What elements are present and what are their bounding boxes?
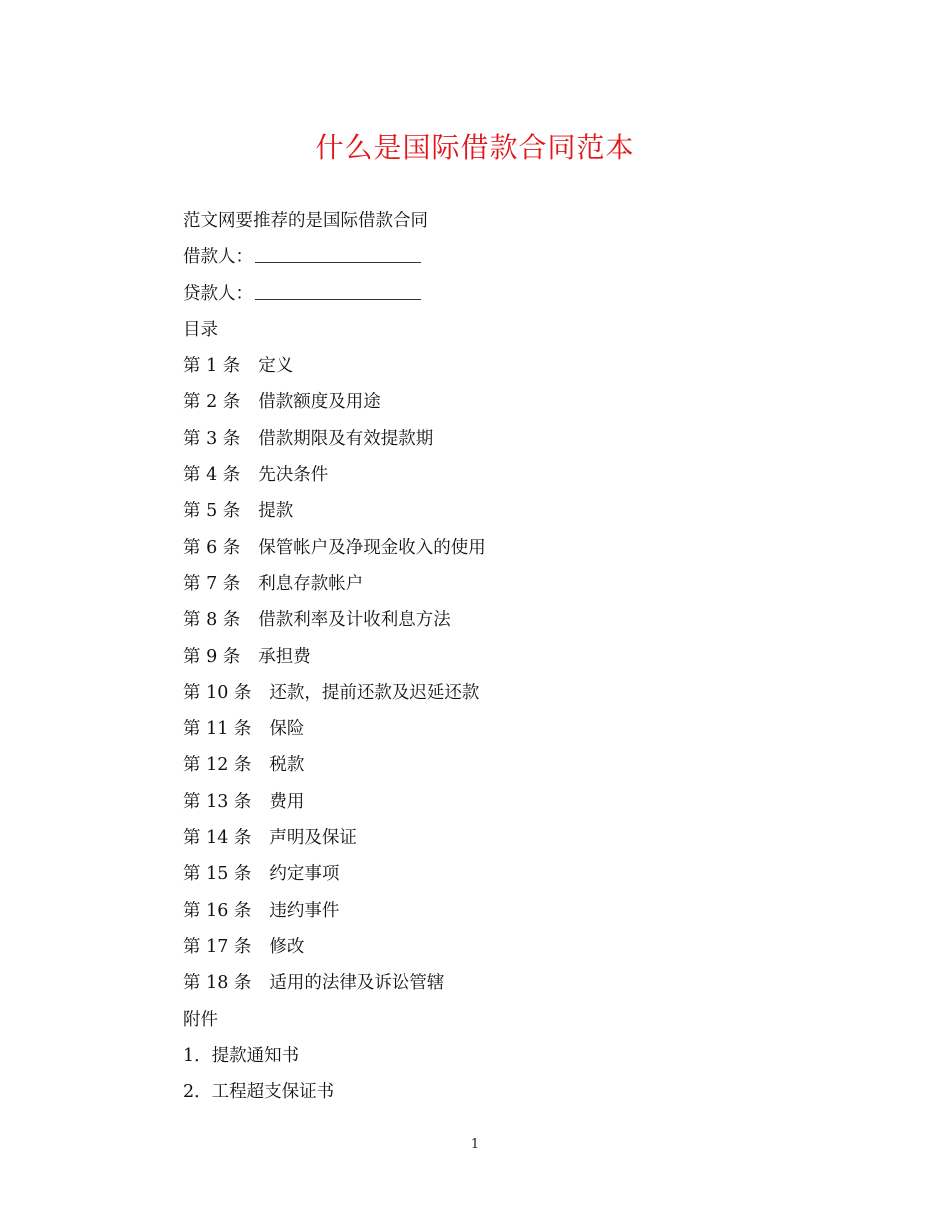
toc-item — [183, 384, 803, 420]
toc-item-number: 第 1 条 — [183, 356, 241, 377]
toc-item-number: 第 14 条 — [183, 828, 252, 849]
toc-item — [183, 965, 803, 1001]
toc-item-title: 还款，提前还款及迟延还款 — [269, 682, 480, 703]
appendix-item: 2．工程超支保证书 — [183, 1082, 335, 1103]
toc-item-number: 第 18 条 — [183, 973, 252, 994]
borrower-label: 借款人： — [183, 247, 253, 268]
toc-item-title: 定义 — [258, 356, 294, 377]
page-number: 1 — [470, 1137, 480, 1152]
toc-item-number: 第 9 条 — [183, 646, 241, 667]
toc-item-title: 税款 — [269, 755, 305, 776]
toc-item — [183, 639, 803, 675]
toc-item — [183, 493, 803, 529]
appendix-item: 1．提款通知书 — [183, 1045, 300, 1066]
toc-item-title: 违约事件 — [269, 900, 340, 921]
toc-item — [183, 711, 803, 747]
toc-item-title: 先决条件 — [258, 465, 329, 486]
toc-item — [183, 457, 803, 493]
lender-line — [183, 276, 803, 312]
toc-item-title: 声明及保证 — [269, 828, 357, 849]
toc-item-title: 保险 — [269, 719, 305, 740]
toc-item-number: 第 13 条 — [183, 791, 252, 812]
toc-item — [183, 421, 803, 457]
borrower-blank-underline — [255, 248, 421, 263]
toc-item-number: 第 7 条 — [183, 573, 241, 594]
borrower-line — [183, 239, 803, 275]
toc-item-title: 修改 — [269, 936, 305, 957]
intro-paragraph: 范文网要推荐的是国际借款合同 — [183, 211, 428, 231]
toc-item — [183, 348, 803, 384]
toc-item-number: 第 5 条 — [183, 501, 241, 522]
toc-item-title: 适用的法律及诉讼管辖 — [269, 973, 445, 994]
document-title: 什么是国际借款合同范本 — [315, 131, 635, 164]
toc-item-number: 第 6 条 — [183, 537, 241, 558]
toc-item — [183, 820, 803, 856]
toc-item-number: 第 12 条 — [183, 755, 252, 776]
toc-item-number: 第 2 条 — [183, 392, 241, 413]
toc-item-number: 第 15 条 — [183, 864, 252, 885]
toc-heading: 目录 — [183, 319, 218, 340]
appendix-heading: 附件 — [183, 1009, 218, 1030]
toc-item — [183, 747, 803, 783]
toc-item-title: 借款利率及计收利息方法 — [258, 610, 451, 631]
toc-item — [183, 856, 803, 892]
toc-item — [183, 602, 803, 638]
toc-item-title: 约定事项 — [269, 864, 340, 885]
toc-item-number: 第 16 条 — [183, 900, 252, 921]
lender-label: 贷款人： — [183, 283, 253, 304]
toc-item — [183, 929, 803, 965]
toc-item-title: 保管帐户及净现金收入的使用 — [258, 537, 486, 558]
document-body — [183, 203, 803, 1110]
toc-item — [183, 530, 803, 566]
toc-item-number: 第 17 条 — [183, 936, 252, 957]
toc-item-number: 第 3 条 — [183, 428, 241, 449]
toc-item-title: 提款 — [258, 501, 294, 522]
toc-item — [183, 675, 803, 711]
toc-item — [183, 893, 803, 929]
toc-item-title: 利息存款帐户 — [258, 573, 364, 594]
toc-item — [183, 784, 803, 820]
toc-item-title: 借款期限及有效提款期 — [258, 428, 434, 449]
toc-item-number: 第 10 条 — [183, 682, 252, 703]
toc-item-title: 承担费 — [258, 646, 311, 667]
toc-item-title: 借款额度及用途 — [258, 392, 381, 413]
lender-blank-underline — [255, 285, 421, 300]
toc-item — [183, 566, 803, 602]
toc-item-number: 第 8 条 — [183, 610, 241, 631]
toc-item-title: 费用 — [269, 791, 305, 812]
toc-item-number: 第 11 条 — [183, 719, 252, 740]
toc-item-number: 第 4 条 — [183, 465, 241, 486]
